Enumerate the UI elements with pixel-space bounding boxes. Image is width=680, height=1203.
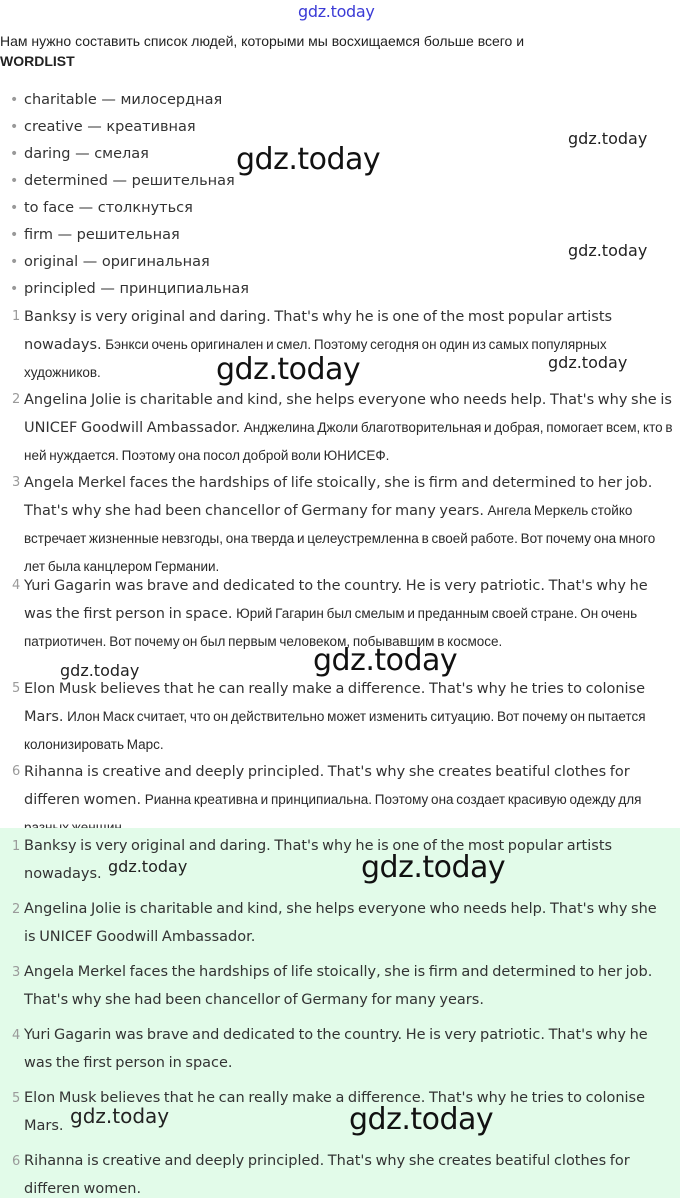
watermark: gdz.today <box>361 850 506 885</box>
answer-line: nowadays. <box>24 866 102 882</box>
watermark: gdz.today <box>349 1102 494 1137</box>
watermark: gdz.today <box>568 129 648 148</box>
answer-number: 5 <box>12 1091 21 1106</box>
answer-line: Angelina Jolie is charitable and kind, she helps everyone who needs help. That's why she <box>24 901 657 917</box>
watermark: gdz.today <box>70 1104 170 1128</box>
answer-line: is UNICEF Goodwill Ambassador. <box>24 929 256 945</box>
sentence-number: 1 <box>12 309 21 324</box>
wordlist-item: • principled — принципиальная <box>0 276 249 303</box>
sentence-translation: Ангела Меркель стойко встречает жизненные невзгоды, она тверда и целеустремленна в своей работе. Вот почему она много лет была канцлером Германии. <box>24 503 656 574</box>
sentence-number: 6 <box>12 764 21 779</box>
answer-line: Angela Merkel faces the hardships of life stoically, she is firm and determined to her job. <box>24 964 653 980</box>
sentence-translation: Бэнкси очень оригинален и смел. Поэтому сегодня он один из самых популярных художников. <box>24 337 607 380</box>
bullet-icon: • <box>10 92 19 108</box>
answer-line: That's why she had been chancellor of Germany for many years. <box>24 992 484 1008</box>
watermark: gdz.today <box>313 643 458 678</box>
answer-line: Yuri Gagarin was brave and dedicated to the country. He is very patriotic. That's why he <box>24 1027 648 1043</box>
answer-panel <box>0 828 680 1198</box>
wordlist-item: • determined — решительная <box>0 168 249 195</box>
sentence-text: Yuri Gagarin was brave and dedicated to the country. He is very patriotic. That's why he was the first person in space. Юрий Гагарин был смелым и преданным своей стране. Он очень патриотичен. Вот почему он был первым человеком, побывавшим в космосе. <box>24 578 648 649</box>
bullet-icon: • <box>10 227 19 243</box>
answer-line: Elon Musk believes that he can really make a difference. That's why he tries to colonise <box>24 1090 646 1106</box>
wordlist-item: • firm — решительная <box>0 222 249 249</box>
answer-line: differen women. <box>24 1181 142 1197</box>
wordlist-item: • original — оригинальная <box>0 249 249 276</box>
bullet-icon: • <box>10 119 19 135</box>
wordlist-item: • to face — столкнуться <box>0 195 249 222</box>
answer-number: 6 <box>12 1154 21 1169</box>
sentence-translation: Рианна креативна и принципиальна. Поэтому она создает красивую одежду для <box>144 792 642 807</box>
answer-number: 1 <box>12 839 21 854</box>
sentence-number: 5 <box>12 681 21 696</box>
sentence-text: Rihanna is creative and deeply principled. That's why she creates beatiful clothes for differen women. Рианна креативна и принципиальна. Поэтому она создает красивую одежду для <box>24 758 679 842</box>
answer-line: Mars. <box>24 1118 64 1134</box>
sentence-translation: Юрий Гагарин был смелым и преданным своей стране. Он очень патриотичен. Вот почему он был первым человеком, побывавшим в космосе. <box>24 606 638 649</box>
watermark: gdz.today <box>568 241 648 260</box>
wordlist-item: • daring — смелая <box>0 141 249 168</box>
sentence-number: 2 <box>12 392 21 407</box>
sentence-text: Angelina Jolie is charitable and kind, she helps everyone who needs help. That's why she is UNICEF Goodwill Ambassador. Анджелина Джоли благотворительная и добрая, помогает всем, кто в ней нуждается. Поэтому она посол доброй воли ЮНИСЕФ. <box>24 392 673 463</box>
bullet-icon: • <box>10 146 19 162</box>
sentence-number: 3 <box>12 475 21 490</box>
watermark: gdz.today <box>108 857 188 876</box>
site-watermark-top: gdz.today <box>298 2 375 21</box>
bullet-icon: • <box>10 173 19 189</box>
answer-number: 2 <box>12 902 21 917</box>
sentence-translation: Анджелина Джоли благотворительная и добрая, помогает всем, кто в ней нуждается. Поэтому она посол доброй воли ЮНИСЕФ. <box>24 420 673 463</box>
bullet-icon: • <box>10 200 19 216</box>
sentence-text: Angela Merkel faces the hardships of life stoically, she is firm and determined to her job. That's why she had been chancellor of Germany for many years. Ангела Меркель стойко встречает жизненные невзгоды, она тверда и целеустремленна в своей работе. Вот почему она много лет была канцлером Германии. <box>24 475 656 574</box>
answer-number: 4 <box>12 1028 21 1043</box>
sentence-text: Banksy is very original and daring. That's why he is one of the most popular artists nowadays. Бэнкси очень оригинален и смел. Поэтому сегодня он один из самых популярных художников. <box>24 309 613 380</box>
wordlist-title: WORDLIST <box>0 53 75 69</box>
answer-line: was the first person in space. <box>24 1055 233 1071</box>
answer-line: Banksy is very original and daring. That's why he is one of the most popular artists <box>24 838 613 854</box>
wordlist-item: • charitable — милосердная <box>0 87 249 114</box>
bullet-icon: • <box>10 281 19 297</box>
sentence-text: Elon Musk believes that he can really make a difference. That's why he tries to colonise Mars. Илон Маск считает, что он действительно может изменить ситуацию. Вот почему он пытается колонизировать Марс. <box>24 681 646 752</box>
answer-number: 3 <box>12 965 21 980</box>
watermark: gdz.today <box>60 661 140 680</box>
sentence-translation: Илон Маск считает, что он действительно может изменить ситуацию. Вот почему он пытается колонизировать Марс. <box>24 709 646 752</box>
wordlist <box>0 87 249 303</box>
bullet-icon: • <box>10 254 19 270</box>
intro-text: Нам нужно составить список людей, которыми мы восхищаемся больше всего и <box>0 33 525 49</box>
sentence-number: 4 <box>12 578 21 593</box>
watermark: gdz.today <box>548 353 628 372</box>
answer-line: Rihanna is creative and deeply principled. That's why she creates beatiful clothes for <box>24 1153 630 1169</box>
watermark: gdz.today <box>236 142 381 177</box>
watermark: gdz.today <box>216 352 361 387</box>
wordlist-item: • creative — креативная <box>0 114 249 141</box>
